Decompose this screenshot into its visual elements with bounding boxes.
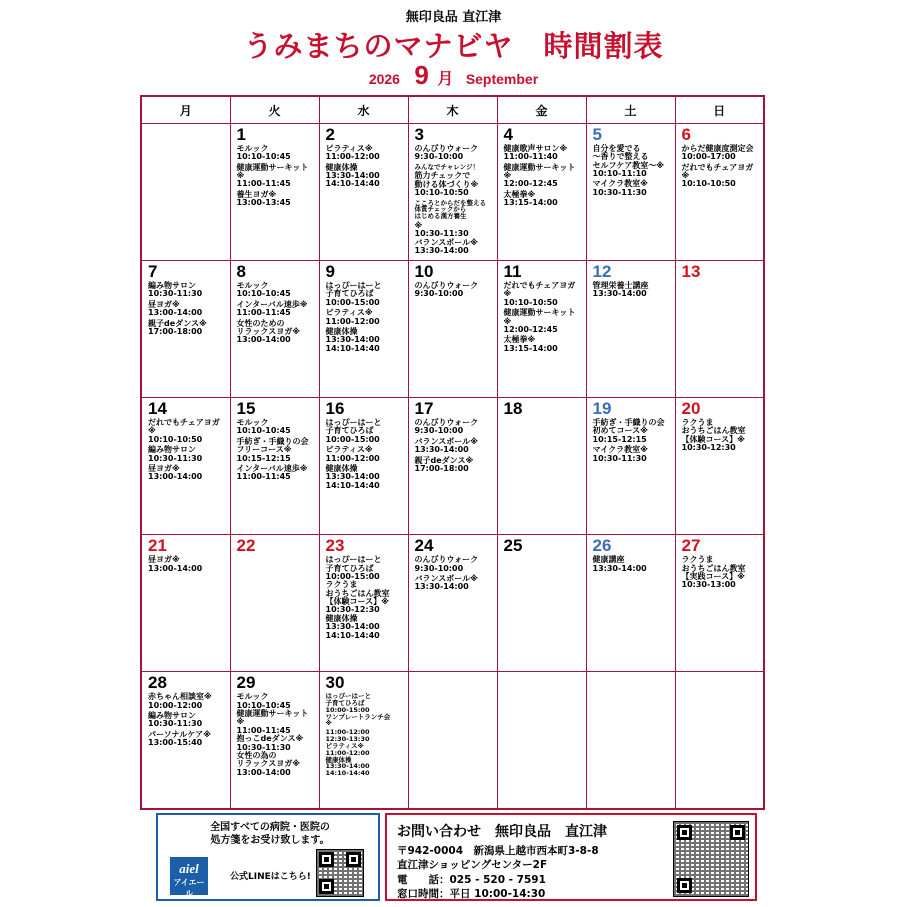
event-entry: 手紡ぎ・手織りの会 フリーコース※ 10:15-12:15 [236, 436, 309, 463]
event-entry: マイクラ教室※ 10:30-11:30 [592, 179, 648, 197]
pharmacy-line-2: 処方箋をお受け致します。 [210, 835, 330, 846]
day-number: 3 [414, 125, 424, 144]
event-entry: 太極拳※ 13:15-14:00 [503, 189, 558, 208]
event-entry: からだ健康度測定会 10:00-17:00 [681, 143, 754, 162]
event-entry: 筋力チェックで 動ける体づくり※ 10:10-10:50 [414, 171, 479, 198]
event-entry: だれでもチェアヨガ ※ 10:10-10:50 [681, 162, 754, 189]
day-cell-11 [497, 261, 586, 398]
day-cell-9 [319, 261, 408, 398]
day-cell-17 [408, 398, 497, 535]
day-cell-8 [230, 261, 319, 398]
weekday-tue: 火 [230, 96, 319, 124]
event-entry: 管理栄養士講座 13:30-14:00 [592, 280, 649, 299]
event-entry: はっぴーはーと 子育てひろば 10:00-15:00 ワンプレートランチ会 ※ [325, 692, 391, 728]
day-number: 23 [325, 536, 345, 556]
event-entry: モルック 10:10-10:45 [236, 280, 291, 299]
event-entry: モルック 10:10-10:45 [236, 418, 291, 436]
contact-building: 直江津ショッピングセンター2F [397, 859, 548, 871]
day-cell-2 [319, 124, 408, 261]
contact-hours: 窓口時間：平日 10:00-14:30 [397, 888, 546, 900]
event-entry: 健康体操 13:30-14:00 14:10-14:40 [325, 162, 380, 189]
day-cell-14 [141, 398, 230, 535]
day-cell-30 [319, 672, 408, 809]
month-english: September [465, 71, 539, 87]
event-entry: だれでもチェアヨガ ※ 10:10-10:50 [148, 418, 220, 444]
day-cell-19 [586, 398, 675, 535]
day-number: 24 [414, 536, 434, 556]
event-entry: 編み物サロン 10:30-11:30 [148, 711, 203, 729]
day-number: 4 [503, 125, 513, 144]
event-entry: 11:00-12:00 12:30-13:30 ピラティス※ 11:00-12:00 健康体操 13:30-14:00 14:10-14:40 [325, 728, 370, 778]
event-entry: インターバル速歩※ 11:00-11:45 [236, 463, 308, 482]
day-number: 30 [325, 673, 345, 693]
day-cell-empty-mon [141, 124, 230, 261]
day-cell-29 [230, 672, 319, 809]
day-number: 12 [592, 262, 612, 282]
calendar-week-row [141, 535, 764, 672]
weekday-sat: 土 [586, 96, 675, 124]
day-cell-empty-thu [408, 672, 497, 809]
weekday-wed: 水 [319, 96, 408, 124]
day-number: 10 [414, 262, 434, 282]
event-entry: 健康運動サーキット ※ 12:00-12:45 [503, 162, 576, 189]
calendar-week-row [141, 672, 764, 809]
day-number: 11 [503, 262, 522, 282]
weekday-thu: 木 [408, 96, 497, 124]
event-entry: 編み物サロン 10:30-11:30 [148, 445, 203, 463]
event-entry: はっぴーはーと 子育てひろば 10:00-15:00 [325, 418, 382, 444]
event-entry: 昼ヨガ※ 13:00-14:00 [148, 299, 203, 318]
event-entry: みんなでチャレンジ！ [414, 162, 479, 171]
event-entry: パーソナルケア※ 13:00-15:40 [148, 729, 211, 748]
event-entry: 昼ヨガ※ 13:00-14:00 [148, 555, 203, 573]
day-number: 5 [592, 125, 602, 144]
calendar-week-row [141, 398, 764, 535]
day-cell-16 [319, 398, 408, 535]
event-entry: 編み物サロン 10:30-11:30 [148, 280, 203, 299]
event-entry: のんびりウォーク 9:30-10:00 [414, 280, 479, 299]
event-entry: 養生ヨガ※ 13:00-13:45 [236, 189, 291, 208]
event-entry: 親子deダンス※ 17:00-18:00 [414, 455, 474, 473]
store-name: 無印良品 直江津 [405, 10, 502, 25]
calendar-week-row [141, 124, 764, 261]
month-number: 9 [414, 60, 429, 90]
day-number: 21 [148, 536, 167, 556]
day-number: 7 [148, 262, 158, 282]
event-entry: 健康講座 13:30-14:00 [592, 555, 647, 573]
store-qr-code[interactable] [673, 821, 749, 897]
day-cell-22 [230, 535, 319, 672]
event-entry: はっぴーはーと 子育てひろば 10:00-15:00 ラクうま おうちごはん教室 【体験コース】※ 10:30-12:30 健康体操 13:30-14:00 14:10-14:40 [325, 555, 390, 640]
event-entry: 女性のための リラックスヨガ※ 13:00-14:00 [236, 318, 301, 345]
line-qr-code[interactable] [316, 849, 364, 897]
day-cell-23 [319, 535, 408, 672]
day-cell-4 [497, 124, 586, 261]
schedule-calendar [140, 95, 765, 810]
weekday-header-row [141, 96, 764, 124]
event-entry: バランスボール※ 13:30-14:00 [414, 573, 478, 592]
weekday-mon: 月 [141, 96, 230, 124]
day-number: 6 [681, 125, 691, 144]
day-number: 16 [325, 399, 345, 419]
day-cell-28 [141, 672, 230, 809]
day-number: 20 [681, 399, 701, 419]
event-entry: 太極拳※ 13:15-14:00 [503, 335, 558, 353]
event-entry: 健康運動サーキット ※ 11:00-11:45 [236, 162, 309, 189]
calendar-week-row [141, 261, 764, 398]
event-entry: ラクうま おうちごはん教室 【体験コース】※ 10:30-12:30 [681, 418, 746, 453]
day-cell-3 [408, 124, 497, 261]
day-cell-7 [141, 261, 230, 398]
year-label: 2026 [368, 71, 400, 87]
day-cell-13 [675, 261, 764, 398]
line-label: 公式LINEはこちら! [230, 872, 311, 882]
weekday-sun: 日 [675, 96, 764, 124]
day-cell-26 [586, 535, 675, 672]
contact-title: お問い合わせ 無印良品 直江津 [397, 824, 607, 840]
day-number: 25 [503, 536, 523, 556]
day-cell-12 [586, 261, 675, 398]
event-entry: 手紡ぎ・手織りの会 初めてコース※ 10:15-12:15 [592, 418, 665, 444]
event-entry: 健康体操 13:30-14:00 14:10-14:40 [325, 463, 380, 490]
event-entry: 健康運動サーキット ※ 12:00-12:45 [503, 308, 576, 334]
month-heading [0, 60, 907, 91]
contact-box [385, 813, 757, 901]
day-cell-21 [141, 535, 230, 672]
event-entry: のんびりウォーク 9:30-10:00 [414, 418, 479, 436]
event-entry: インターバル速歩※ 11:00-11:45 [236, 299, 308, 318]
day-cell-15 [230, 398, 319, 535]
event-entry: モルック 10:10-10:45 [236, 143, 291, 162]
day-cell-18 [497, 398, 586, 535]
event-entry: 健康歌声サロン※ 11:00-11:40 [503, 143, 568, 162]
event-entry: 昼ヨガ※ 13:00-14:00 [148, 463, 203, 482]
day-number: 18 [503, 399, 523, 419]
day-number: 2 [325, 125, 335, 144]
event-entry: 親子deダンス※ 17:00-18:00 [148, 318, 207, 336]
event-entry: 健康体操 13:30-14:00 14:10-14:40 [325, 326, 380, 353]
day-number: 8 [236, 262, 246, 282]
day-number: 29 [236, 673, 256, 693]
event-entry: はっぴーはーと 子育てひろば 10:00-15:00 [325, 280, 382, 307]
event-entry: ピラティス※ 11:00-12:00 [325, 308, 380, 326]
event-entry: ピラティス※ 11:00-12:00 [325, 143, 380, 162]
day-cell-5 [586, 124, 675, 261]
event-entry: ピラティス※ 11:00-12:00 [325, 445, 380, 463]
day-number: 17 [414, 399, 434, 419]
page-title: うみまちのマナビヤ 時間割表 [243, 29, 664, 63]
day-number: 27 [681, 536, 701, 556]
day-number: 26 [592, 536, 612, 556]
day-cell-27 [675, 535, 764, 672]
pharmacy-line-1: 全国すべての病院・医院の [210, 822, 330, 833]
event-entry: マイクラ教室※ 10:30-11:30 [592, 445, 648, 463]
day-number: 14 [148, 399, 167, 419]
event-entry: だれでもチェアヨガ ※ 10:10-10:50 [503, 280, 576, 307]
event-entry: ラクうま おうちごはん教室 【実践コース】※ 10:30-13:00 [681, 555, 746, 590]
contact-address: 〒942-0004 新潟県上越市西本町3-8-8 [397, 845, 599, 857]
day-cell-1 [230, 124, 319, 261]
event-entry: のんびりウォーク 9:30-10:00 [414, 555, 479, 573]
event-entry: のんびりウォーク 9:30-10:00 [414, 143, 479, 162]
day-cell-20 [675, 398, 764, 535]
day-number: 15 [236, 399, 256, 419]
event-entry: 自分を愛でる ～香りで整える セルフケア教室～※ 10:10-11:10 [592, 143, 665, 179]
day-cell-empty-sat [586, 672, 675, 809]
pharmacy-logo: aiel アイエール [170, 857, 208, 895]
day-cell-10 [408, 261, 497, 398]
day-cell-empty-sun [675, 672, 764, 809]
day-cell-empty-fri [497, 672, 586, 809]
month-kanji: 月 [437, 71, 454, 88]
day-number: 28 [148, 673, 167, 693]
event-entry: バランスボール※ 13:30-14:00 [414, 436, 478, 455]
contact-phone: 電 話：025 - 520 - 7591 [397, 874, 546, 886]
day-number: 9 [325, 262, 335, 282]
day-cell-24 [408, 535, 497, 672]
day-cell-6 [675, 124, 764, 261]
day-number: 1 [236, 125, 246, 144]
event-entry: 赤ちゃん相談室※ 10:00-12:00 [148, 692, 212, 710]
day-number: 19 [592, 399, 612, 419]
pharmacy-notice [156, 813, 380, 901]
event-entry: ※ 10:30-11:30 バランスボール※ 13:30-14:00 [414, 221, 478, 256]
weekday-fri: 金 [497, 96, 586, 124]
event-entry: こころとからだを整える 体質チェックから はじめる漢方養生 [414, 198, 486, 221]
day-cell-25 [497, 535, 586, 672]
day-number: 22 [236, 536, 256, 556]
day-number: 13 [681, 262, 701, 282]
event-entry: モルック 10:10-10:45 健康運動サーキット ※ 11:00-11:45 抱っこdeダンス※ 10:30-11:30 女性の為の リラックスヨガ※ 13:00-14:00 [236, 692, 309, 777]
